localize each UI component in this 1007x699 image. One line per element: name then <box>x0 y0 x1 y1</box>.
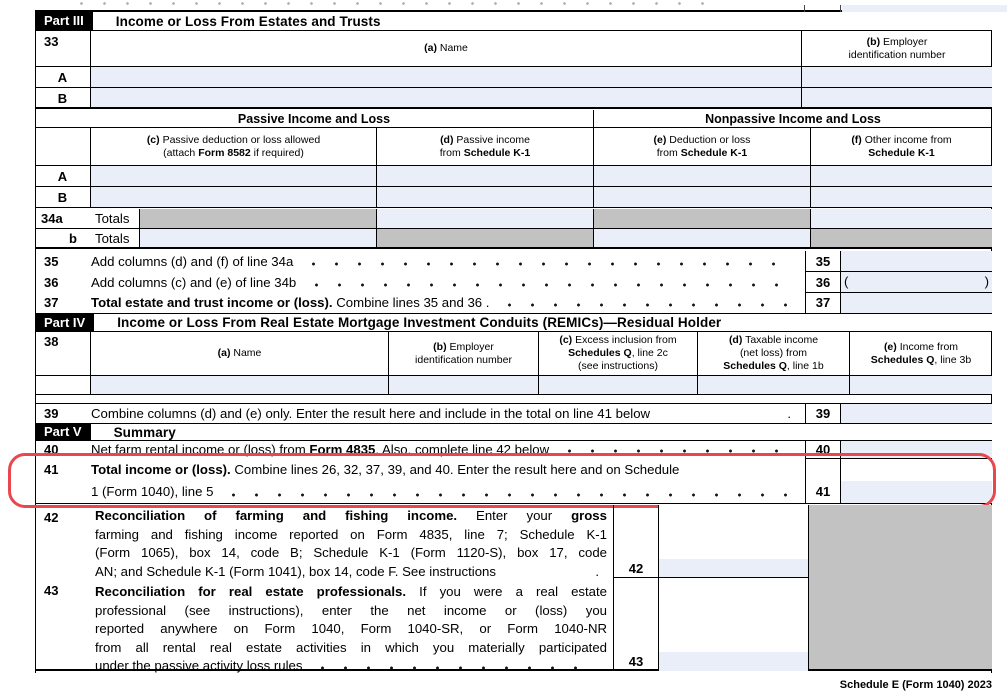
line40-box-number: 40 <box>805 441 841 459</box>
field-remnant <box>842 5 1007 12</box>
col-b-ein-header: (b) Employer identification number <box>848 35 946 61</box>
form-footer: Schedule E (Form 1040) 2023 <box>839 679 992 691</box>
lines42-43-box-col <box>613 505 659 669</box>
line37-number: 37 <box>44 295 59 310</box>
estate-row-a <box>35 67 992 88</box>
trailing-dot: . <box>787 406 791 421</box>
dot-leader <box>305 272 795 293</box>
row-b-col-f-input[interactable] <box>811 187 992 207</box>
row-a-col-e-input[interactable] <box>594 166 811 186</box>
line34b-number: b <box>69 231 77 246</box>
line37-row <box>35 293 992 313</box>
line34b-col-d-shaded <box>377 229 594 247</box>
estate-amounts-row-a <box>35 166 992 187</box>
estate-row-b <box>35 88 992 109</box>
part3-label: Part III <box>35 12 93 30</box>
col-d-header: (d) Passive income from Schedule K-1 <box>377 128 594 165</box>
line41-field-upper <box>841 459 992 481</box>
line43-box-number: 43 <box>628 654 644 669</box>
col-f-header: (f) Other income from Schedule K-1 <box>851 133 952 159</box>
line41-field-lower[interactable] <box>841 481 992 503</box>
rule-remnant <box>840 5 841 12</box>
remic-taxable-income-input[interactable] <box>698 376 850 394</box>
remic-col-a-header: (a) Name <box>91 332 389 375</box>
rule-remnant <box>804 5 805 12</box>
lines42-43-number-col <box>35 505 91 669</box>
line34b-totals-row <box>35 229 992 249</box>
line43-number: 43 <box>44 583 59 598</box>
line37-amount-input[interactable] <box>841 293 992 313</box>
part3-header-bar <box>35 12 992 31</box>
line41-text: Total income or (loss). Combine lines 26, 32, 37, 39, and 40. Enter the result here and on Schedule 1 (Form 1040), line 5 <box>91 459 805 503</box>
lines42-43-block <box>35 505 992 671</box>
line40-amount-input[interactable] <box>841 441 992 459</box>
line33-number: 33 <box>35 31 91 66</box>
line41-row <box>35 459 992 504</box>
nonpassive-header: Nonpassive Income and Loss <box>705 112 881 126</box>
line43-text-l4: from all rental real estate activities in which you materially participated <box>95 639 607 655</box>
part4-header-bar <box>35 313 992 332</box>
line39-row <box>35 403 992 423</box>
line40-text: Net farm rental income or (loss) from Form 4835. Also, complete line 42 below <box>91 441 805 459</box>
line39-number: 39 <box>44 406 59 421</box>
row-a-label: A <box>35 166 91 186</box>
line34a-totals-row <box>35 209 992 229</box>
line41-number: 41 <box>44 462 59 477</box>
estate-a-name-input[interactable] <box>91 67 802 87</box>
row-b-col-c-input[interactable] <box>91 187 377 207</box>
line34a-col-c-shaded <box>140 209 377 228</box>
lines42-43-text-col <box>91 505 613 673</box>
lines42-43-field-col <box>659 505 808 669</box>
lines42-43-shaded-col <box>808 505 992 669</box>
line34a-col-e-shaded <box>594 209 811 228</box>
line38-number: 38 <box>35 332 91 375</box>
dot-leader <box>498 293 795 313</box>
line36-amount-input[interactable] <box>841 272 992 293</box>
line34b-col-e-input[interactable] <box>594 229 811 247</box>
remic-col-d-header: (d) Taxable income (net loss) from Schedules Q, line 1b <box>698 332 850 375</box>
line34b-totals-label: Totals <box>91 229 140 247</box>
part5-header-bar <box>35 423 992 441</box>
line41-box-number: 41 <box>805 459 841 503</box>
line42-box-number: 42 <box>614 559 658 578</box>
paren-close: ) <box>984 274 989 289</box>
line34a-col-d-input[interactable] <box>377 209 594 228</box>
dot-leader <box>558 441 795 459</box>
dot-leader <box>222 481 795 503</box>
line36-text: Add columns (c) and (e) of line 34b <box>91 272 805 293</box>
line43-text-l1: Reconciliation for real estate professionals. If you were a real estate <box>95 584 608 599</box>
row-b-col-d-input[interactable] <box>377 187 594 207</box>
part4-title: Income or Loss From Real Estate Mortgage Investment Conduits (REMICs)—Residual Holder <box>117 315 722 330</box>
remic-excess-inclusion-input[interactable] <box>539 376 698 394</box>
line35-text: Add columns (d) and (f) of line 34a <box>91 251 805 272</box>
line34b-col-c-input[interactable] <box>140 229 377 247</box>
row-a-col-d-input[interactable] <box>377 166 594 186</box>
line35-row <box>35 251 992 272</box>
col-c-header: (c) Passive deduction or loss allowed (attach Form 8582 if required) <box>91 128 377 165</box>
line42-amount-input[interactable] <box>659 559 808 578</box>
remic-entry-row <box>35 376 992 395</box>
part3-title: Income or Loss From Estates and Trusts <box>115 13 381 29</box>
row-a-col-f-input[interactable] <box>811 166 992 186</box>
row-b-col-e-input[interactable] <box>594 187 811 207</box>
estate-b-ein-input[interactable] <box>802 88 992 107</box>
line39-amount-input[interactable] <box>841 404 992 423</box>
line40-number: 40 <box>44 442 59 457</box>
dot-leader <box>311 657 597 676</box>
row-a-col-c-input[interactable] <box>91 166 377 186</box>
passive-header: Passive Income and Loss <box>35 110 594 127</box>
row-b-label: B <box>35 187 91 207</box>
line35-box-number: 35 <box>805 251 841 272</box>
remic-col-e-header: (e) Income from Schedules Q, line 3b <box>870 340 972 366</box>
trailing-dot: . <box>595 563 599 579</box>
part5-title: Summary <box>113 424 176 440</box>
line43-text-l3: reported anywhere on Form 1040, Form 1040-SR, or Form 1040-NR <box>95 621 607 636</box>
line37-box-number: 37 <box>805 293 841 313</box>
row-b-label: B <box>35 88 91 107</box>
line40-row <box>35 441 992 459</box>
part5-label: Part V <box>35 424 91 440</box>
paren-open: ( <box>844 274 849 289</box>
blank-number-cell <box>35 128 91 165</box>
line42-text-l2: farming and fishing income reported on Form 4835, line 7; Schedule K-1 <box>95 526 607 542</box>
estate-amounts-row-b <box>35 187 992 208</box>
line34b-col-f-shaded <box>811 229 992 247</box>
part4-label: Part IV <box>35 314 94 331</box>
estate-b-name-input[interactable] <box>91 88 802 107</box>
line39-text: Combine columns (d) and (e) only. Enter the result here and include in the total on line 41 below . <box>91 406 791 421</box>
line42-text-l1: Reconciliation of farming and fishing income. Enter your gross <box>95 508 607 523</box>
col-a-name-header: (a) Name <box>91 31 802 66</box>
line43-text-l2: professional (see instructions), enter the net income or (loss) you <box>95 602 607 618</box>
previous-section-remnant <box>35 0 992 12</box>
remic-ein-input[interactable] <box>389 376 539 394</box>
line36-number: 36 <box>44 275 59 290</box>
line42-text-l3: (Form 1065), box 14, code B; Schedule K-1 (Form 1120-S), box 17, code <box>95 545 607 560</box>
dotted-leader-remnant <box>70 1 720 6</box>
income-loss-group-header <box>35 110 992 128</box>
blank-number-cell <box>35 376 91 394</box>
line34a-totals-label: Totals <box>91 209 140 228</box>
line42-number: 42 <box>44 510 59 525</box>
row-a-label: A <box>35 67 91 87</box>
line37-text: Total estate and trust income or (loss). Combine lines 35 and 36 . <box>91 293 805 313</box>
dot-leader <box>302 251 795 272</box>
line35-number: 35 <box>44 254 59 269</box>
line34a-number: 34a <box>41 211 63 226</box>
line34a-col-f-input[interactable] <box>811 209 992 228</box>
estate-a-ein-input[interactable] <box>802 67 992 87</box>
remic-name-input[interactable] <box>91 376 389 394</box>
line42-text-l4: AN; and Schedule K-1 (Form 1041), box 14, code F. See instructions . <box>95 563 607 582</box>
line33-header-row <box>35 31 992 67</box>
line43-amount-input[interactable] <box>659 652 808 671</box>
remic-col-b-header: (b) Employer identification number <box>389 332 539 375</box>
col-e-header: (e) Deduction or loss from Schedule K-1 <box>594 128 811 165</box>
line36-box-number: 36 <box>805 272 841 293</box>
column-cdef-header-row <box>35 128 992 166</box>
remic-income-input[interactable] <box>850 376 992 394</box>
line36-row <box>35 272 992 293</box>
line39-box-number: 39 <box>805 404 841 423</box>
line41-amount-input[interactable] <box>841 459 992 503</box>
line38-header-row <box>35 332 992 376</box>
line43-text-l5: under the passive activity loss rules <box>95 657 607 676</box>
remic-col-c-header: (c) Excess inclusion from Schedules Q, line 2c (see instructions) <box>539 332 698 375</box>
line35-amount-input[interactable] <box>841 251 992 272</box>
